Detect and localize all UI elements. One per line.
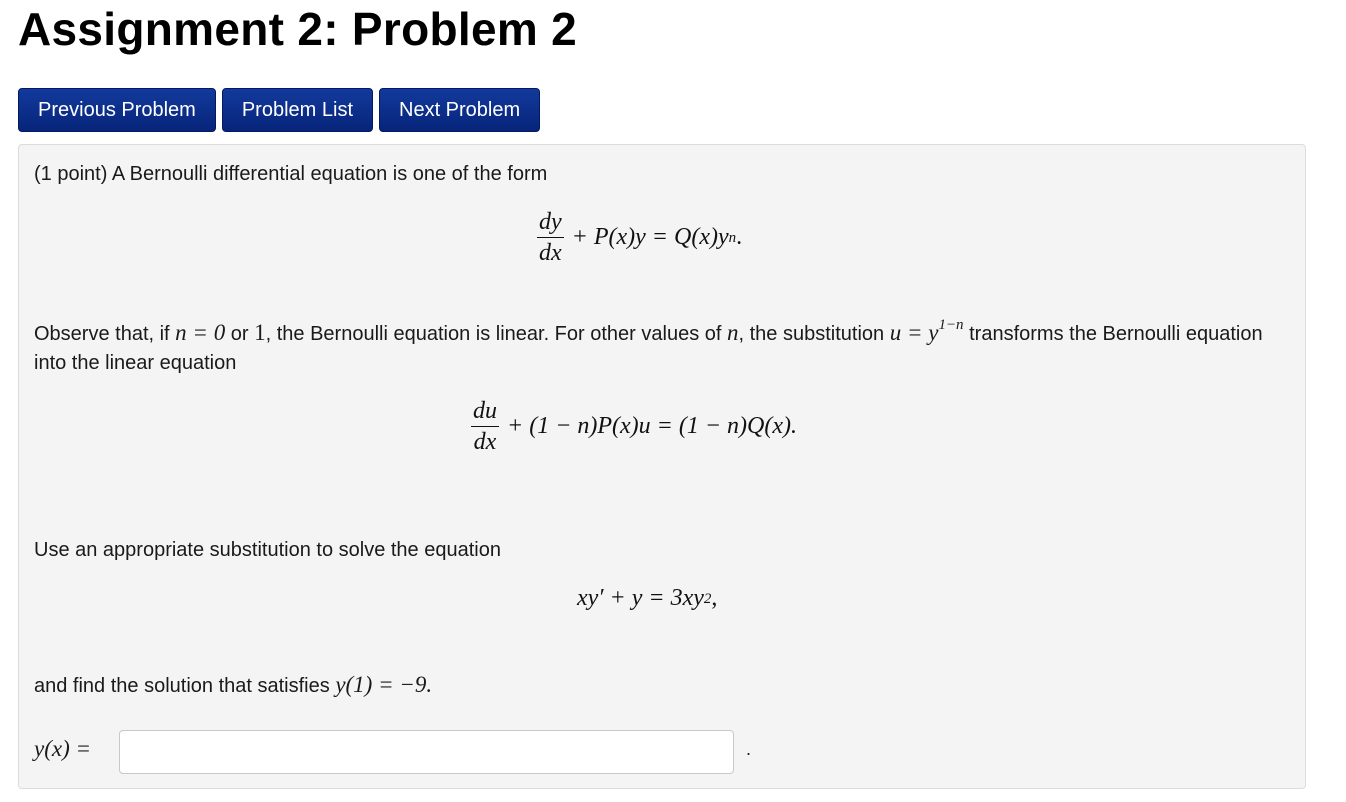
equation-end: . <box>736 224 743 250</box>
text: or <box>225 323 255 345</box>
observe-paragraph <box>34 318 1284 378</box>
problem-nav <box>18 88 540 132</box>
fraction-denominator: dx <box>539 240 562 266</box>
equation-rest: + P(x)y = Q(x)y <box>571 224 729 250</box>
math: y(1) = −9. <box>335 672 433 697</box>
answer-label: y(x) = <box>34 736 92 761</box>
math: 1 <box>254 320 266 345</box>
problem-list-button[interactable]: Problem List <box>222 88 373 132</box>
fraction-numerator: du <box>471 396 499 427</box>
initial-condition-text <box>34 670 432 701</box>
text: Observe that, if <box>34 323 176 345</box>
previous-problem-button[interactable]: Previous Problem <box>18 88 216 132</box>
math: n <box>727 320 739 345</box>
linear-equation <box>471 396 797 457</box>
math: n = 0 <box>175 320 226 345</box>
problem-intro: (1 point) A Bernoulli differential equation is one of the form <box>34 163 548 185</box>
fraction-denominator: dx <box>473 429 497 455</box>
equation-end: , <box>711 585 718 611</box>
fraction-dy-dx <box>537 207 564 268</box>
given-equation: xy′ + y = 3xy 2 , <box>577 585 718 611</box>
bernoulli-equation: $\frac{dy}{dx}$ + P(x)y = Q(x)y n . <box>539 209 743 266</box>
equation-rest: + (1 − n)P(x)u = (1 − n)Q(x). <box>507 413 798 439</box>
text: , the substitution <box>738 323 890 345</box>
use-substitution-text: Use an appropriate substitution to solve the equation <box>34 539 501 561</box>
next-problem-button[interactable]: Next Problem <box>379 88 540 132</box>
equation-main: xy′ + y = 3xy <box>577 585 704 611</box>
answer-input[interactable] <box>119 730 734 774</box>
math: u = y <box>889 320 939 345</box>
answer-trailing-period: . <box>746 739 752 759</box>
problem-body <box>18 144 1306 789</box>
text: transforms the Bernoulli equation into the linear equation <box>34 323 1263 374</box>
text: and find the solution that satisfies <box>34 675 336 697</box>
page-title: Assignment 2: Problem 2 <box>18 3 578 55</box>
fraction-numerator: dy <box>537 207 564 238</box>
exponent: 1−n <box>938 317 964 333</box>
text: , the Bernoulli equation is linear. For other values of <box>265 323 727 345</box>
fraction-du-dx <box>471 396 499 457</box>
